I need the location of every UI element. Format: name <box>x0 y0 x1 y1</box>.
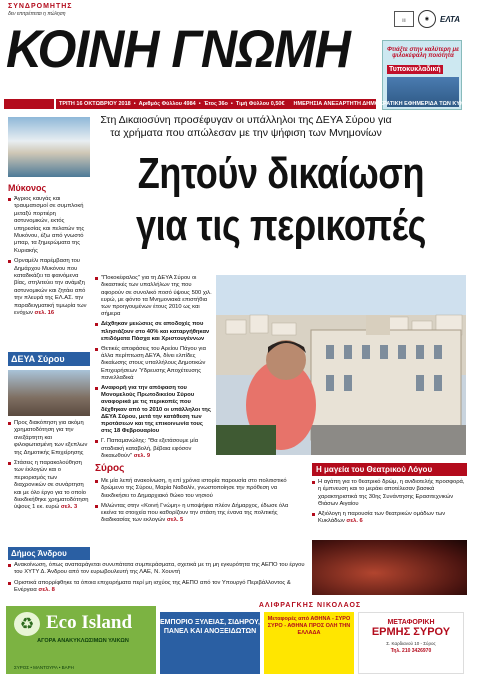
mykonos-photo <box>8 117 90 177</box>
issue-info-bar: ΤΡΙΤΗ 16 ΟΚΤΩΒΡΙΟΥ 2018 • Αριθμός Φύλλου 4984 • Έτος 36ο • Τιμή Φύλλου 0,50€ ΗΜΕΡΗΣΙΑ ΑΝΕΞΑΡΤΗΤΗ ΔΗΜΟΚΡΑΤΙΚΗ ΕΦΗΜΕΡΙΔΑ ΤΩΝ ΚΥΚΛΑΔΩΝ <box>56 99 376 109</box>
list-item: Θετικές αποφάσεις του Αρείου Πάγου για άλλα περίπτωση ΔΕΥΑ, δίνει ελπίδες δικαίωσης στους υπαλλήλους Δημοτικών Επιχειρήσεων Ύδρευσης Αποχέτευσης πανελλαδικά <box>95 346 215 382</box>
list-item: Οριστικά απορρίφθηκε τα όποια επιχειρήματα περί μη ισχύος της ΑΕΠΟ από τον Υπουργό Περιβάλλοντος & Ενέργεια σελ. 8 <box>8 580 308 595</box>
bottom-ads <box>4 602 466 676</box>
section-theatre: Η μαγεία του Θεατρικού Λόγου <box>312 463 467 476</box>
list-item: Άγριος καυγάς και τραυματισμοί σε συμπλοκή μεταξύ πορτιέρη αστυνομικών, εκτός υπηρεσίας και πελατών της Μυκόνου, έξω από γνωστό μπαρ, τα ξημερώματα της Κυριακής <box>8 196 90 255</box>
timber-trade-ad[interactable]: ΕΜΠΟΡΙΟ ΞΥΛΕΙΑΣ, ΣΙΔΗΡΟΥ, ΠΑΝΕΛ ΚΑΙ ΑΝΟΞΕΙΔΩΤΩΝ <box>160 612 260 674</box>
issue-number: Αριθμός Φύλλου 4984 <box>138 101 196 107</box>
list-item: Γ. Παπαμανώλης: "Θα εξετάσουμε μία σταδιακή καταβολή, βέβαια εφόσον δικαιωθούν" σελ. 9 <box>95 438 215 460</box>
hermes-label: ΜΕΤΑΦΟΡΙΚΗ <box>387 619 435 626</box>
page-ref[interactable]: σελ. 3 <box>60 504 78 511</box>
seal-icon: ◉ <box>418 10 436 28</box>
hermes-name: ΕΡΜΗΣ ΣΥΡΟΥ <box>371 626 451 638</box>
lead-subheading: Στη Δικαιοσύνη προσέφυγαν οι υπάλληλοι της ΔΕΥΑ Σύρου για τα χρήματα που απώλεσαν με την ψήφιση των Μνημονίων <box>100 114 392 139</box>
list-item: Προς διακόπηση για ακόμη χρηματοδότηση για την ανεξάρτητη και φιλοφωτισμένη των εξεπλων της Δημοτικής Επιχείρησης <box>8 420 90 457</box>
newspaper-title: ΚΟΙΝΗ ΓΝΩΜΗ <box>6 19 350 79</box>
masthead-logos <box>394 10 460 28</box>
section-deya-syrou: ΔΕΥΑ Σύρου <box>8 352 90 366</box>
list-item: Ανακοίνωση, όπως αναπαράγεται συνυπάτατα συμπεράσματα, σχετικά με τη μη εγκυρότητα της ΑΕΠΟ του έργου του ΧΥΤΥ Δ. Άνδρου από τον ευρωβουλευτή της ΛΑΕ, Ν. Χουντή <box>8 562 308 577</box>
deya-items <box>8 420 90 515</box>
sale-notice: δεν επιτρέπεται η πώληση <box>8 11 66 17</box>
list-item: Ορναμέλι παρέμβαση του Δημάρχου Μυκόνου που καταδικάζει τα φαινόμενα βίας, στηλιτεύει την ανάμιξη αστυνομικών και ζητάει από την πλευρά της ΕΛ.ΑΣ. την παραδειγματική τιμωρία των ενόχων σελ. 16 <box>8 258 90 317</box>
lead-photo <box>216 275 466 455</box>
theatre-items <box>312 479 467 529</box>
recycle-icon: ♻ <box>14 612 40 636</box>
issue-date: ΤΡΙΤΗ 16 ΟΚΤΩΒΡΙΟΥ 2018 <box>59 101 131 107</box>
lead-photo-illustration <box>216 275 466 455</box>
list-item: Στάσεις η παρακολούθηση των έκλογών και ο περιορισμός των διαχρονικών σε συνάρτηση και με όλο έργο για το οποίο διεκδικήθηκε χρηματοδότηση ύψους 1 εκ. ευρώ σελ. 3 <box>8 460 90 512</box>
eco-ad-footer: ΣΥΡΟΣ • ΜΑΝΤΟΥΡΑ • ΒΑΡΗ <box>14 665 74 670</box>
alifragkis-header: ΑΛΙΦΡΑΓΚΗΣ ΝΙΚΟΛΑΟΣ <box>258 602 362 609</box>
subscription-label: ΣΥΝΔΡΟΜΗΤΗΣ <box>8 3 73 10</box>
headline-line-1: Ζητούν δικαίωση <box>137 149 425 198</box>
elta-logo: ΕΛΤΑ <box>439 14 460 24</box>
transport-ad[interactable]: Μεταφορές από ΑΘΗΝΑ - ΣΥΡΟ ΣΥΡΟ - ΑΘΗΝΑ ΠΡΟΣ ΟΛΗ ΤΗΝ ΕΛΛΑΔΑ <box>264 612 354 674</box>
andros-items <box>8 562 308 597</box>
hermes-phone: Τηλ. 210 3426970 <box>390 648 432 654</box>
issue-year: Έτος 36ο <box>203 101 228 107</box>
mykonos-items <box>8 196 90 321</box>
section-syros: Σύρος <box>95 463 125 474</box>
infobar-accent <box>4 99 54 109</box>
eco-ad-subtitle: ΑΓΟΡΑ ΑΝΑΚΥΚΛΩΣΙΜΩΝ ΥΛΙΚΩΝ <box>37 638 129 644</box>
list-item: Η αγάπη για το θεατρικό δρώμ, η ανιδιοτελής προσφορά, η έμπνευση και το μεράκι αποτέλεσαν βασικά χαρακτηριστικά της 30ης Συνάντησης Ερασιτεχνικών Θιάσων Αιγαίου <box>312 479 467 508</box>
lead-headline[interactable] <box>129 148 432 252</box>
syros-items <box>95 478 305 528</box>
list-item: Αξιόλογη η παρουσία των θεατρικών ομάδων των Κυκλάδων σελ. 6 <box>312 511 467 526</box>
page-ref[interactable]: σελ. 5 <box>166 517 184 524</box>
hermes-ad[interactable] <box>358 612 464 674</box>
top-ad-brand: Τυποκυκλαδική <box>389 66 441 73</box>
page-ref[interactable]: σελ. 16 <box>34 310 55 317</box>
list-item: Αναφορή για την απόφαση του Μονομελούς Πρωτοδικείου Σύρου αναφορικά με τις περικοπές που δέχθηκαν από το 2010 οι υπάλληλοι της ΔΕΥΑ Σύρου, μετά την κατάθεση των προτάσεων και της επικοινωνία τους στις 18 Φεβρουαρίου <box>95 385 215 436</box>
top-ad-text: Φτιάξτε στην καλύτερη με ψιλοκέφαλη ποιότητα <box>387 47 459 59</box>
list-item: Δέχθηκαν μειώσεις σε αποδοχές που πλησιάζουν στο 40% και καταργήθηκαν επιδόματα Πάσχα και Χριστουγέννων <box>95 321 215 343</box>
top-advertisement[interactable] <box>382 40 462 110</box>
section-mykonos: Μύκονος <box>8 183 47 193</box>
list-item: "Ποκοκέφαλος" για τη ΔΕΥΑ Σύρου οι δικαστικές των υπαλλήλων της που αφορούν σε συνολικό ποσό ύψους 500 χιλ. ευρώ, με φόντο τα Μνημονιακά επιστήθια των προηγουμένων έτους 2010 ως και σήμερα <box>95 275 215 319</box>
hermes-address: Σ. Καρδιανού 10 - Σύρος <box>386 641 436 646</box>
eco-island-ad[interactable] <box>6 606 156 674</box>
issue-price: Τιμή Φύλλου 0,50€ <box>235 101 285 107</box>
page-ref[interactable]: σελ. 9 <box>133 452 151 459</box>
theatre-photo <box>312 540 467 595</box>
lead-items <box>95 275 215 463</box>
deya-photo <box>8 370 90 416</box>
page-ref[interactable]: σελ. 8 <box>38 586 55 593</box>
newspaper-tagline: ΗΜΕΡΗΣΙΑ ΑΝΕΞΑΡΤΗΤΗ ΔΗΜΟΚΡΑΤΙΚΗ ΕΦΗΜΕΡΙΔΑ ΤΩΝ ΚΥΚΛΑΔΩΝ <box>293 101 484 107</box>
list-item: Με μία λεπή ανακοίνωση, η επί χρόνια ιστορία παρουσία στο πολιτιστικό δρώμενο της Σύρου, Μαρία Ναδαλίν, γνωστοποίησε την πρόθεση να διεκδικήσει το Δημαρχιακό θώκο του νησιού <box>95 478 305 500</box>
list-item: Μιλώντας στην «Κοινή Γνώμη» η υποψήφια πλέον Δήμαρχος, έδωσε όλα εκείνα τα στοιχεία που καθορίζουν την στάση της ένανα της πολιτικής διαδικασίας των εκλογών σελ. 5 <box>95 503 305 525</box>
headline-line-2: για τις περικοπές <box>136 201 426 250</box>
section-andros: Δήμος Άνδρου <box>8 547 90 560</box>
eco-ad-title: Eco Island <box>46 612 133 633</box>
barcode-icon: ||| <box>394 11 414 27</box>
page-ref[interactable]: σελ. 6 <box>346 518 363 525</box>
